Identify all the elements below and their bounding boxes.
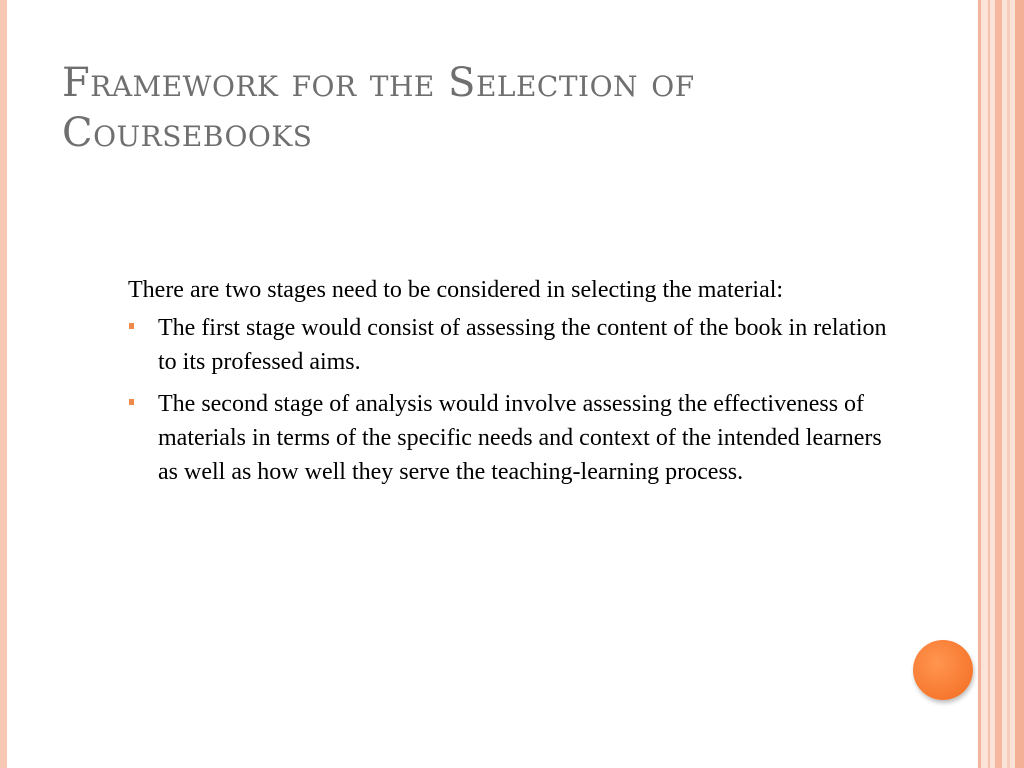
slide-title: Framework for the Selection of Coursebooks	[62, 60, 695, 156]
bullet-square-icon	[129, 399, 134, 405]
bullet-item	[128, 387, 888, 489]
bullet-list	[128, 311, 888, 489]
band-line	[988, 0, 990, 768]
bullet-square-icon	[129, 323, 134, 329]
left-decorative-stripe	[0, 0, 7, 768]
bullet-text: The second stage of analysis would involve assessing the effectiveness of materials in terms of the specific needs and context of the intended learners as well as how well they serve the teaching-learning process.	[158, 391, 882, 485]
orange-circle-decoration	[913, 640, 973, 700]
bullet-item	[128, 311, 888, 379]
slide-body	[128, 273, 888, 497]
right-decorative-band	[978, 0, 1024, 768]
band-line	[978, 0, 981, 768]
intro-paragraph: There are two stages need to be considered in selecting the material:	[128, 277, 784, 303]
band-line	[1007, 0, 1010, 768]
bullet-text: The first stage would consist of assessing the content of the book in relation to its professed aims.	[158, 315, 887, 375]
band-line	[1015, 0, 1024, 768]
band-line	[995, 0, 1002, 768]
